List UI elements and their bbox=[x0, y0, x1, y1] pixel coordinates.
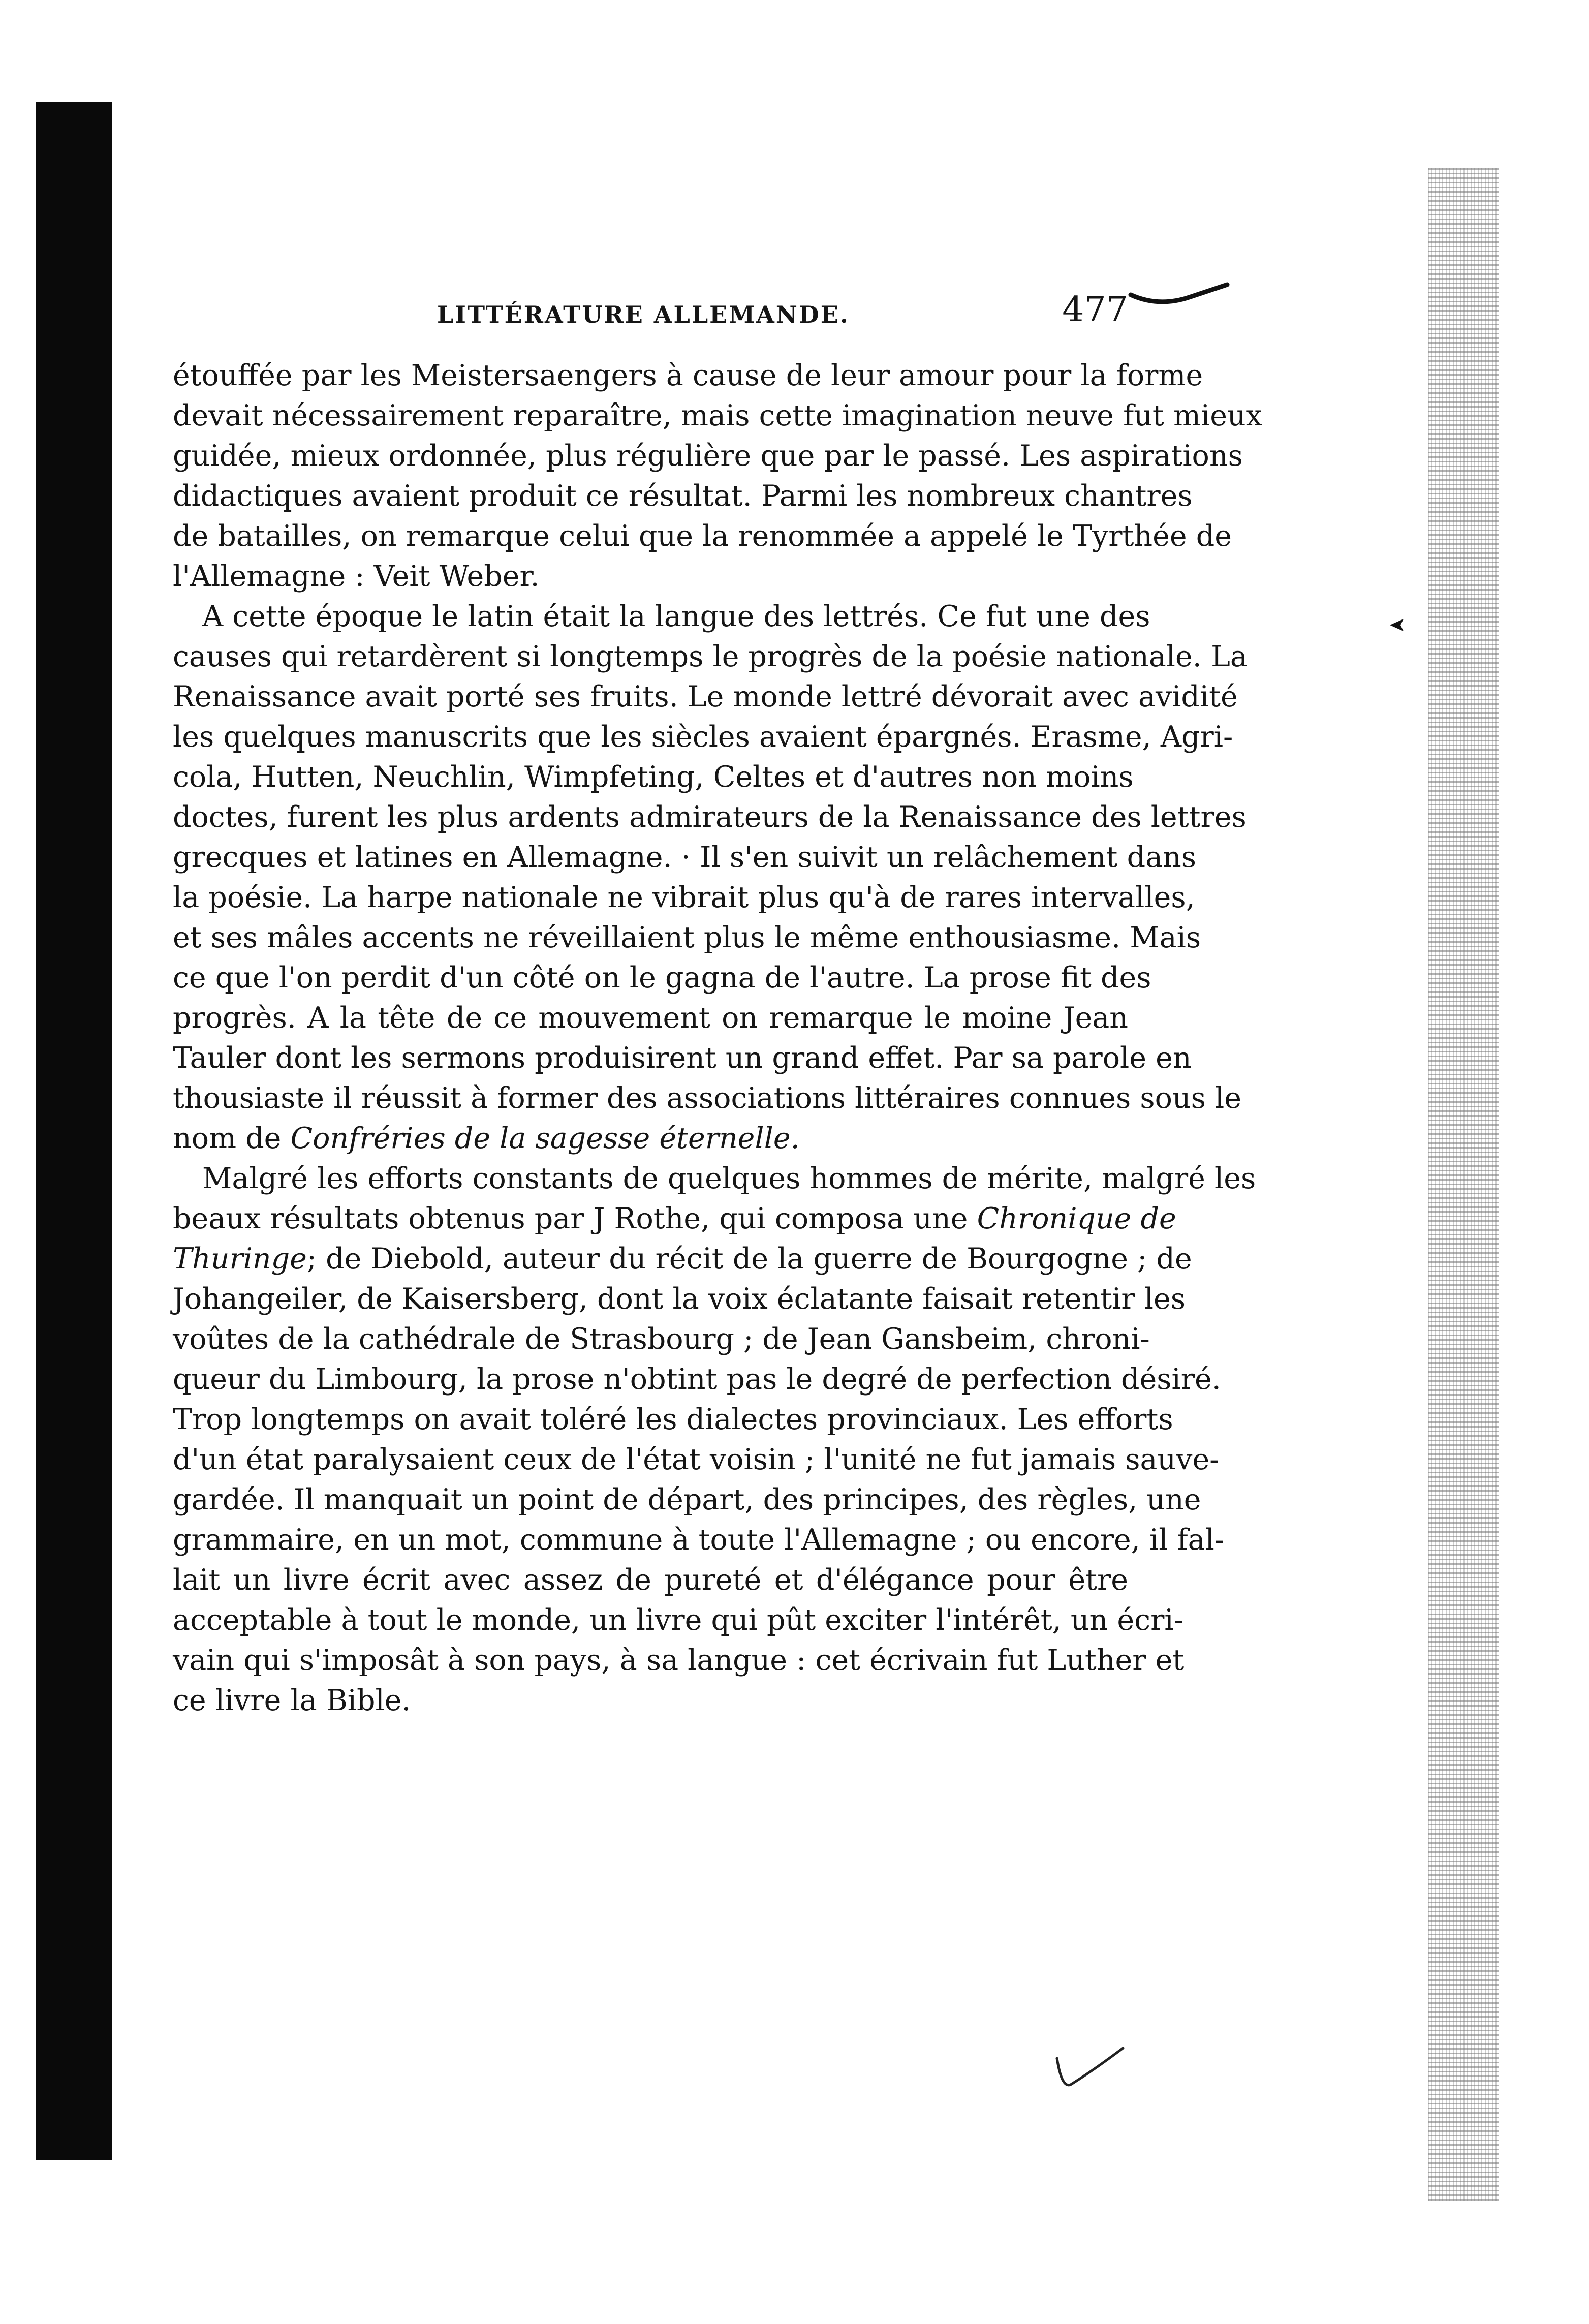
text-line: devait nécessairement reparaître, mais cette imagination neuve fut mieux bbox=[173, 399, 1262, 432]
italic-title: Thuringe bbox=[173, 1242, 307, 1276]
text-line: grecques et latines en Allemagne. · Il s'en suivit un relâchement dans bbox=[173, 841, 1197, 874]
pen-mark-top-right bbox=[1128, 274, 1230, 310]
text-line: cola, Hutten, Neuchlin, Wimpfeting, Celtes et d'autres non moins bbox=[173, 760, 1134, 794]
text-line: Trop longtemps on avait toléré les dialectes provinciaux. Les efforts bbox=[173, 1403, 1173, 1436]
text-line: et ses mâles accents ne réveillaient plus le même enthousiasme. Mais bbox=[173, 921, 1201, 954]
text-line: grammaire, en un mot, commune à toute l'Allemagne ; ou encore, il fal- bbox=[173, 1523, 1225, 1557]
line-prefix: nom de bbox=[173, 1122, 291, 1155]
page-number: 477 bbox=[1062, 290, 1128, 330]
text-line: progrès. A la tête de ce mouvement on remarque le moine Jean bbox=[173, 1001, 1128, 1035]
scanned-binding-edge bbox=[36, 102, 112, 2160]
text-line: Tauler dont les sermons produisirent un grand effet. Par sa parole en bbox=[173, 1041, 1192, 1075]
text-line: Renaissance avait porté ses fruits. Le monde lettré dévorait avec avidité bbox=[173, 680, 1238, 714]
text-line: d'un état paralysaient ceux de l'état voisin ; l'unité ne fut jamais sauve- bbox=[173, 1443, 1220, 1476]
text-line: de batailles, on remarque celui que la renommée a appelé le Tyrthée de bbox=[173, 519, 1232, 553]
text-line bbox=[173, 1119, 1128, 1159]
text-line: l'Allemagne : Veit Weber. bbox=[173, 560, 540, 593]
text-line: voûtes de la cathédrale de Strasbourg ; de Jean Gansbeim, chroni- bbox=[173, 1322, 1150, 1356]
text-line: Malgré les efforts constants de quelques hommes de mérite, malgré les bbox=[202, 1162, 1256, 1195]
paragraph-1 bbox=[173, 356, 1262, 597]
italic-title: Confréries de la sagesse éternelle. bbox=[290, 1122, 800, 1155]
scanned-fore-edge bbox=[1428, 168, 1499, 2201]
text-line: queur du Limbourg, la prose n'obtint pas le degré de perfection désiré. bbox=[173, 1362, 1221, 1396]
text-line: étouffée par les Meistersaengers à cause de leur amour pour la forme bbox=[173, 359, 1203, 392]
line-prefix: beaux résultats obtenus par J Rothe, qui composa une bbox=[173, 1202, 977, 1235]
text-line: doctes, furent les plus ardents admirateurs de la Renaissance des lettres bbox=[173, 800, 1247, 834]
text-line bbox=[173, 1199, 1176, 1239]
text-line: causes qui retardèrent si longtemps le progrès de la poésie nationale. La bbox=[173, 640, 1248, 673]
text-line: vain qui s'imposât à son pays, à sa langue : cet écrivain fut Luther et bbox=[173, 1644, 1185, 1677]
text-line: gardée. Il manquait un point de départ, des principes, des règles, une bbox=[173, 1483, 1201, 1516]
arrow-mark-right bbox=[1387, 615, 1408, 635]
text-line: Johangeiler, de Kaisersberg, dont la voix éclatante faisait retentir les bbox=[173, 1282, 1186, 1316]
text-line: ce que l'on perdit d'un côté on le gagna de l'autre. La prose fit des bbox=[173, 961, 1151, 995]
paragraph-2 bbox=[173, 597, 1248, 1159]
running-head bbox=[173, 290, 1128, 340]
pen-mark-bottom-check bbox=[1052, 2043, 1133, 2099]
text-line: thousiaste il réussit à former des associations littéraires connues sous le bbox=[173, 1081, 1242, 1115]
running-title: LITTÉRATURE ALLEMANDE. bbox=[437, 301, 850, 328]
text-line: guidée, mieux ordonnée, plus régulière que par le passé. Les aspirations bbox=[173, 439, 1243, 473]
text-line bbox=[173, 1239, 1192, 1279]
text-line: les quelques manuscrits que les siècles avaient épargnés. Erasme, Agri- bbox=[173, 720, 1233, 754]
italic-title: Chronique de bbox=[977, 1202, 1176, 1235]
paragraph-3 bbox=[173, 1159, 1256, 1721]
text-line: didactiques avaient produit ce résultat. Parmi les nombreux chantres bbox=[173, 479, 1193, 513]
text-line: lait un livre écrit avec assez de pureté et d'élégance pour être bbox=[173, 1563, 1128, 1597]
text-line: A cette époque le latin était la langue des lettrés. Ce fut une des bbox=[202, 600, 1150, 633]
text-line: ce livre la Bible. bbox=[173, 1684, 411, 1717]
text-line: acceptable à tout le monde, un livre qui pût exciter l'intérêt, un écri- bbox=[173, 1603, 1183, 1637]
line-suffix: ; de Diebold, auteur du récit de la guerre de Bourgogne ; de bbox=[306, 1242, 1192, 1276]
text-line: la poésie. La harpe nationale ne vibrait plus qu'à de rares intervalles, bbox=[173, 881, 1195, 914]
body-text bbox=[173, 356, 1262, 1721]
